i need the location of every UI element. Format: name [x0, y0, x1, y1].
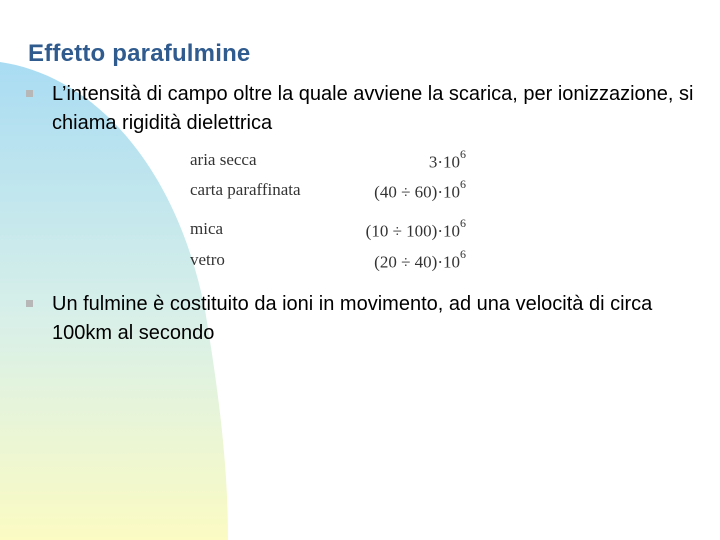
table-row: [190, 146, 480, 174]
bullet-square-icon: [26, 90, 33, 97]
material-label: carta paraffinata: [190, 180, 301, 199]
material-value: [374, 177, 466, 203]
bullet-item: [26, 290, 698, 348]
value-base: (40 ÷ 60)·10: [374, 182, 460, 202]
value-base: 3·10: [428, 152, 460, 172]
bullet-text: L’intensità di campo oltre la quale avviene la scarica, per ionizzazione, si chiama rigidità dielettrica: [52, 83, 694, 134]
value-base: (20 ÷ 40)·10: [374, 252, 460, 272]
value-exponent: 6: [460, 247, 466, 261]
material-value: [428, 147, 466, 173]
material-value: [365, 216, 466, 242]
value-exponent: 6: [460, 216, 466, 230]
dielectric-strength-table: [190, 142, 480, 274]
slide-title: Effetto parafulmine: [28, 40, 251, 67]
material-label: mica: [190, 219, 224, 238]
material-label: vetro: [190, 250, 225, 269]
material-value: [374, 247, 466, 273]
material-label: aria secca: [190, 150, 257, 169]
bullet-text: Un fulmine è costituito da ioni in movimento, ad una velocità di circa 100km al secondo: [52, 293, 653, 344]
value-exponent: 6: [460, 177, 466, 191]
table-row: [190, 246, 480, 274]
table-row: [190, 176, 480, 204]
table-row: [190, 215, 480, 243]
bullet-square-icon: [26, 300, 33, 307]
bullet-item: [26, 80, 698, 138]
value-exponent: 6: [460, 147, 466, 161]
value-base: (10 ÷ 100)·10: [365, 221, 460, 241]
